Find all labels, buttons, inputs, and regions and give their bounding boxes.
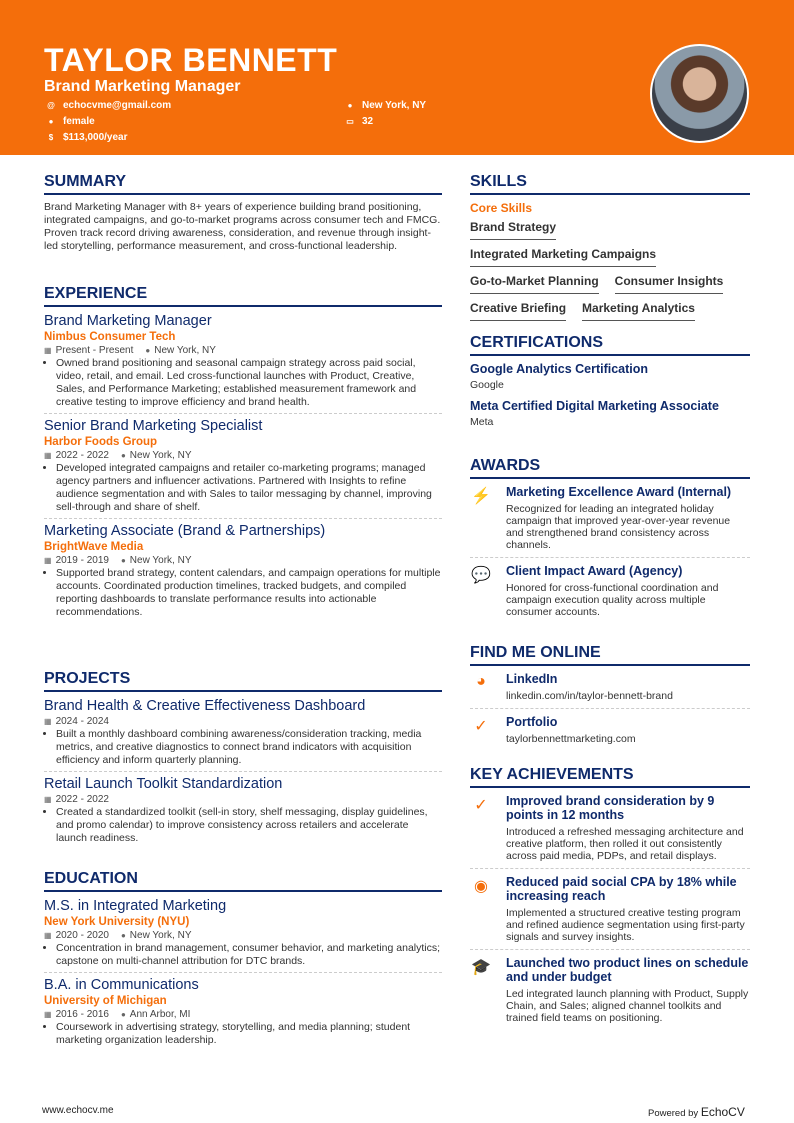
- section-heading: CERTIFICATIONS: [470, 334, 750, 356]
- projects-section: [44, 670, 442, 853]
- dates: [44, 555, 109, 566]
- item-text: [506, 485, 750, 551]
- entry-title: B.A. in Communications: [44, 977, 199, 993]
- age-text: 32: [362, 116, 374, 127]
- location: [145, 345, 216, 356]
- skill-tag: Marketing Analytics: [582, 298, 695, 321]
- item-title: Launched two product lines on schedule and under budget: [506, 956, 749, 984]
- item-description: Honored for cross-functional coordination and campaign execution quality across multiple consumer accounts.: [506, 582, 719, 618]
- entry-item: [44, 313, 442, 414]
- certification-item: [470, 399, 750, 428]
- entry-location: New York, NY: [129, 555, 192, 566]
- entry-dates: 2024 - 2024: [55, 716, 109, 727]
- item-title: Improved brand consideration by 9 points in 12 months: [506, 794, 715, 822]
- calendar-icon: ▦: [44, 931, 52, 940]
- location-text: New York, NY: [362, 100, 427, 111]
- location: [121, 930, 192, 941]
- contact-location: [345, 100, 426, 111]
- location-pin-icon: ●: [120, 556, 126, 565]
- entry-meta: [44, 450, 442, 461]
- item-text: [506, 794, 750, 862]
- dates: [44, 345, 133, 356]
- bullet-item: • Developed integrated campaigns and retailer co-marketing programs; managed agency partners and influencer activations. Partnered with Insights to refine audience segmentation and with Sales to tailor messaging by channel, improving sell-through and share of shelf.: [56, 462, 442, 514]
- contact-age: [345, 116, 373, 127]
- section-heading: SKILLS: [470, 173, 750, 195]
- camera-icon: ◉: [474, 878, 488, 895]
- item-title: Client Impact Award (Agency): [506, 564, 683, 578]
- item-description: Recognized for leading an integrated holiday campaign that improved year-over-year revenue and strengthened brand consistency across channels.: [506, 503, 731, 551]
- item-description: linkedin.com/in/taylor-bennett-brand: [506, 690, 673, 702]
- entry-organization: New York University (NYU): [44, 916, 190, 928]
- certifications-section: [470, 334, 750, 436]
- location: [121, 555, 192, 566]
- entry-meta: [44, 716, 442, 727]
- item-text: [506, 715, 750, 745]
- entry-item: [44, 977, 442, 1051]
- entry-bullets: [44, 806, 442, 845]
- location-pin-icon: ●: [120, 931, 126, 940]
- contact-gender: [46, 116, 95, 127]
- item-text: [506, 564, 750, 618]
- entry-meta: [44, 794, 442, 805]
- achievements-section: [470, 766, 750, 1036]
- footer-site[interactable]: www.echocv.me: [42, 1105, 114, 1116]
- entry-item: [44, 776, 442, 849]
- bullet-item: • Concentration in brand management, consumer behavior, and marketing analytics; capstone on multi-channel attribution for DTC brands.: [56, 942, 442, 968]
- dates: [44, 450, 109, 461]
- item-text: [506, 672, 750, 702]
- entry-dates: 2022 - 2022: [55, 450, 109, 461]
- certification-issuer: Meta: [470, 416, 494, 428]
- section-heading: EXPERIENCE: [44, 285, 442, 307]
- entry-meta: [44, 555, 442, 566]
- item-description: Introduced a refreshed messaging architecture and creative platform, then rolled it out consistently across paid media, PDPs, and retail displays.: [506, 826, 744, 862]
- skill-tag: Go-to-Market Planning: [470, 271, 599, 294]
- achievements-item: [470, 875, 750, 950]
- section-heading: SUMMARY: [44, 173, 442, 195]
- item-description: Led integrated launch planning with Product, Supply Chain, and Sales; aligned channel toolkits and trained field teams on positioning.: [506, 988, 749, 1024]
- entry-meta: [44, 345, 442, 356]
- skills-section: [470, 173, 750, 321]
- education-section: [44, 870, 442, 1055]
- bolt-icon: ⚡: [471, 488, 491, 505]
- check-icon: ✓: [474, 797, 488, 814]
- entry-meta: [44, 1009, 442, 1020]
- entry-bullets: [44, 462, 442, 514]
- bullet-item: • Coursework in advertising strategy, storytelling, and media planning; student marketing organization leadership.: [56, 1021, 442, 1047]
- speech-bubble-icon: 💬: [471, 567, 491, 584]
- person-icon: ●: [48, 117, 54, 126]
- entry-title: Brand Marketing Manager: [44, 313, 212, 329]
- section-heading: AWARDS: [470, 457, 750, 479]
- location-pin-icon: ●: [145, 346, 151, 355]
- entry-location: New York, NY: [154, 345, 216, 356]
- skill-tag: Creative Briefing: [470, 298, 566, 321]
- calendar-icon: ▦: [44, 717, 52, 726]
- dates: [44, 716, 109, 727]
- item-text: [506, 875, 750, 943]
- certification-title: Google Analytics Certification: [470, 362, 649, 376]
- entry-location: New York, NY: [129, 450, 192, 461]
- skills-subheading: Core Skills: [470, 201, 533, 215]
- at-icon: @: [47, 101, 55, 110]
- awards-item: [470, 564, 750, 624]
- dates: [44, 794, 109, 805]
- bullet-item: • Created a standardized toolkit (sell-in story, shelf messaging, display guidelines, and promo calendar) to improve consistency across retailers and accelerate launch readiness.: [56, 806, 442, 845]
- calendar-icon: ▦: [44, 795, 52, 804]
- candidate-name: TAYLOR BENNETT: [44, 42, 338, 78]
- entry-item: [44, 418, 442, 519]
- location-pin-icon: ●: [120, 451, 126, 460]
- entry-location: Ann Arbor, MI: [129, 1009, 191, 1020]
- entry-bullets: [44, 567, 442, 619]
- section-heading: KEY ACHIEVEMENTS: [470, 766, 750, 788]
- entry-item: [44, 898, 442, 973]
- online-item[interactable]: [470, 715, 750, 751]
- section-heading: EDUCATION: [44, 870, 442, 892]
- bullet-item: • Built a monthly dashboard combining awareness/consideration tracking, media metrics, and creative diagnostics to connect brand indicators with acquisition efficiency and inform quarterly planning.: [56, 728, 442, 767]
- bullet-item: • Owned brand positioning and seasonal campaign strategy across paid social, video, retail, and email. Led cross-functional launches with Product, Creative, Sales, and Performance Marketing; established measurement framework and creative testing to improve efficiency and brand health.: [56, 357, 442, 409]
- entry-bullets: [44, 1021, 442, 1047]
- contact-salary: [46, 132, 128, 143]
- calendar-icon: ▦: [44, 556, 52, 565]
- entry-bullets: [44, 728, 442, 767]
- resume-header: [0, 0, 794, 155]
- dates: [44, 1009, 109, 1020]
- entry-item: [44, 523, 442, 623]
- email-text: echocvme@gmail.com: [63, 100, 172, 111]
- online-section: [470, 644, 750, 757]
- check-icon: ✓: [474, 718, 488, 735]
- entry-item: [44, 698, 442, 772]
- entry-organization: Nimbus Consumer Tech: [44, 331, 176, 343]
- item-text: [506, 956, 750, 1024]
- salary-text: $113,000/year: [63, 132, 128, 143]
- awards-section: [470, 457, 750, 630]
- entry-organization: Harbor Foods Group: [44, 436, 158, 448]
- awards-item: [470, 485, 750, 558]
- entry-bullets: [44, 942, 442, 968]
- location: [121, 1009, 190, 1020]
- summary-section: [44, 173, 442, 253]
- location-pin-icon: ●: [120, 1010, 126, 1019]
- entry-title: Brand Health & Creative Effectiveness Dashboard: [44, 698, 366, 714]
- skill-tag: Consumer Insights: [615, 271, 724, 294]
- candidate-title: Brand Marketing Manager: [44, 78, 241, 95]
- entry-dates: 2020 - 2020: [55, 930, 109, 941]
- item-title: Marketing Excellence Award (Internal): [506, 485, 732, 499]
- profile-photo: [650, 44, 749, 143]
- item-title: LinkedIn: [506, 672, 558, 686]
- certification-issuer: Google: [470, 379, 504, 391]
- skill-tag: Brand Strategy: [470, 217, 556, 240]
- entry-dates: 2016 - 2016: [55, 1009, 109, 1020]
- graduation-cap-icon: 🎓: [471, 959, 491, 976]
- entry-meta: [44, 930, 442, 941]
- entry-title: Marketing Associate (Brand & Partnerships): [44, 523, 326, 539]
- section-heading: PROJECTS: [44, 670, 442, 692]
- item-title: Portfolio: [506, 715, 558, 729]
- calendar-icon: ▦: [44, 1010, 52, 1019]
- item-description: taylorbennettmarketing.com: [506, 733, 636, 745]
- pie-chart-icon: ◕: [476, 673, 486, 690]
- calendar-icon: ▭: [346, 117, 354, 126]
- item-title: Reduced paid social CPA by 18% while increasing reach: [506, 875, 737, 903]
- entry-location: New York, NY: [129, 930, 192, 941]
- item-description: Implemented a structured creative testing program and refined audience segmentation using first-party signals and survey insights.: [506, 907, 745, 943]
- summary-text: Brand Marketing Manager with 8+ years of experience building brand positioning, integrated campaigns, and go-to-market programs across consumer tech and FMCG. Proven track record driving awareness, consideration, and revenue through insight-led storytelling, performance measurement, and cross-functional leadership.: [44, 201, 441, 252]
- entry-title: Retail Launch Toolkit Standardization: [44, 776, 283, 792]
- calendar-icon: ▦: [44, 346, 52, 355]
- entry-dates: 2019 - 2019: [55, 555, 109, 566]
- entry-organization: University of Michigan: [44, 995, 167, 1007]
- location: [121, 450, 192, 461]
- money-icon: $: [48, 133, 54, 142]
- experience-section: [44, 285, 442, 627]
- achievements-item: [470, 794, 750, 869]
- entry-title: Senior Brand Marketing Specialist: [44, 418, 263, 434]
- section-heading: FIND ME ONLINE: [470, 644, 750, 666]
- skill-tag: Integrated Marketing Campaigns: [470, 244, 656, 267]
- entry-dates: 2022 - 2022: [55, 794, 109, 805]
- online-item[interactable]: [470, 672, 750, 709]
- contact-email: [46, 100, 171, 111]
- footer-powered: [648, 1105, 745, 1119]
- certification-item: [470, 362, 750, 391]
- certification-title: Meta Certified Digital Marketing Associate: [470, 399, 719, 413]
- echocv-brand: EchoCV: [700, 1105, 745, 1119]
- calendar-icon: ▦: [44, 451, 52, 460]
- entry-bullets: [44, 357, 442, 409]
- location-pin-icon: ●: [347, 101, 353, 110]
- entry-title: M.S. in Integrated Marketing: [44, 898, 227, 914]
- entry-dates: Present - Present: [55, 345, 134, 356]
- dates: [44, 930, 109, 941]
- powered-label: Powered by: [648, 1108, 699, 1119]
- bullet-item: • Supported brand strategy, content calendars, and campaign operations for multiple accounts. Coordinated production timelines, tracked budgets, and compiled reporting dashboards to translate performance results into actionable recommendations.: [56, 567, 442, 619]
- achievements-item: [470, 956, 750, 1030]
- entry-organization: BrightWave Media: [44, 541, 144, 553]
- gender-text: female: [63, 116, 95, 127]
